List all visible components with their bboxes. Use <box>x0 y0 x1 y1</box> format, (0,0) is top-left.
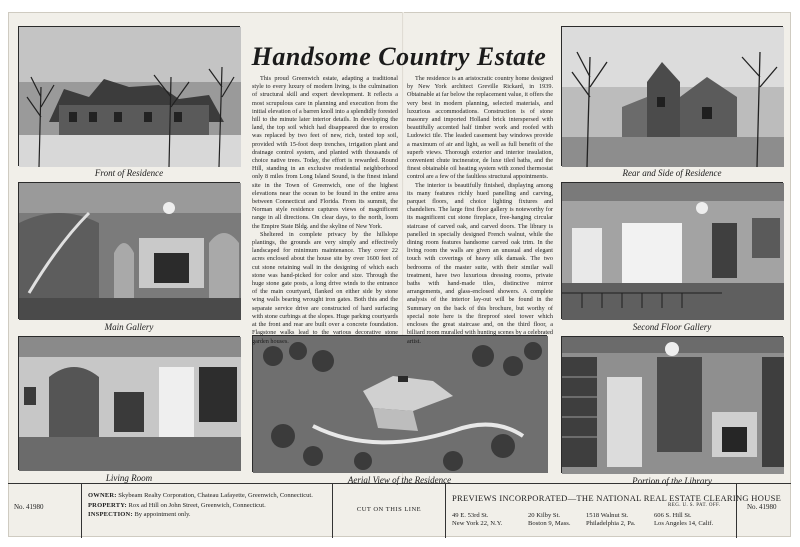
main-gallery-photo <box>18 182 240 319</box>
body-paragraph: The interior is beautifully finished, displaying among its many features richly hued panelling and carving, parquet floors, and choice lighting fixtures and chandeliers. The large first floor gallery is noteworthy for its magnificent cut stone fireplace, free-hanging circular staircase of carved oak, and carved doors. The library is panelled in specially designed French walnut, while the dining room features handsome carved oak trim. In the living room the walls are given an unusual and elegant touch with coverings of heavy silk damask. The two bedrooms of the master suite, with their similar wall treatment, have two luxurious dressing rooms, private baths with hand-made tiles, distinctive mirror arrangements, and glass-enclosed showers. A complete analysis of the interior lay-out will be found in the Summary on the back of this brochure, but worthy of special note here is the fireproof steel tower which encloses the great staircase and, on the third floor, a billiard room muralled with hunting scenes by a celebrated artist. <box>407 181 553 345</box>
body-paragraph: The residence is an aristocratic country home designed by New York architect Greville Rickard, in 1939. Obtainable at far below the replacement value, it offers the very best in modern planning, selected materials, and luxurious accommodations. Construction is of stone masonry and imported Holland brick interspersed with beautifully accented half timber work and roofed with Ludowici tile. The leaded casement bay windows provide a maximum of air and light, as well as full benefit of the superb views. Thorough exterior and interior insulation, convenient chute incinerator, de luxe tiled baths, and the finest obtainable oil heating system with zoned thermostat control are a few of the faultless structural appointments. <box>407 75 553 181</box>
second-floor-gallery-photo <box>561 182 783 319</box>
listing-number-right: No. 41980 <box>736 484 791 538</box>
address-new-york <box>452 512 502 528</box>
brochure-title: Handsome Country Estate <box>251 42 547 71</box>
address-line: 606 S. Hill St. <box>654 512 692 519</box>
property-label: PROPERTY: <box>88 501 127 509</box>
body-paragraph: This proud Greenwich estate, adapting a traditional style to every luxury of modern living, is the culmination of structural skill and expert development. It reflects a most scrupulous care in planning and execution from the initial elevation of a barren knoll into a splendidly forested hill to the minute later interior details. In developing the land, the top soil which had disappeared due to erosion was replaced by two feet of new, rich, tested top soil, provided with 15-foot deep trenches, irrigation plant and drainage control system, and planted with thousands of choice native trees. Today, the effort is rewarded. Round Hill, standing in an exclusive residential neighborhood only 8 miles from Long Island Sound, is the finest inland site in the Town of Greenwich, one of the highest elevations near the ocean to be found in the entire area between Connecticut and Florida. From its summit, the Norman style residence captures views of magnificent range in all directions. On clear days, to the north, loom the Empire State Bldg. and the skyline of New York. <box>252 75 398 230</box>
listing-number-left: No. 41980 <box>8 484 82 538</box>
living-room-illustration <box>19 337 241 471</box>
caption-library: Portion of the Library <box>632 476 712 486</box>
address-los-angeles <box>654 512 713 528</box>
property-value: Rox ad Hill on John Street, Greenwich, Connecticut. <box>128 501 266 509</box>
living-room-photo <box>18 336 240 470</box>
owner-label: OWNER: <box>88 492 117 499</box>
owner-row <box>88 491 332 501</box>
front-residence-illustration <box>19 27 241 167</box>
caption-gallery: Main Gallery <box>104 322 154 332</box>
main-gallery-illustration <box>19 183 241 320</box>
address-line: Boston 9, Mass. <box>528 520 571 527</box>
caption-living: Living Room <box>105 473 153 483</box>
inspection-label: INSPECTION: <box>88 511 133 518</box>
caption-aerial: Aerial View of the Residence <box>347 475 452 485</box>
address-line: Los Angeles 14, Calif. <box>654 520 714 527</box>
address-boston <box>528 512 571 528</box>
previews-heading: PREVIEWS INCORPORATED—THE NATIONAL REAL ESTATE CLEARING HOUSE <box>452 493 782 503</box>
inspection-row <box>88 510 332 520</box>
body-paragraph: Sheltered in complete privacy by the hillslope plantings, the grounds are very simply and effectively landscaped for minimum maintenance. They cover 22 acres enclosed about the house site by over 1600 feet of cut stone retaining wall in the designing of which each stone was hand-picked for color and size. Through the huge stone gate posts, a long drive winds to the entrance of the main courtyard, flanked on either side by stone wing walls bearing wrought iron gates. Both this and the separate service drive are constructed of hard surfacing with stone curbings at the slopes. Huge parking courtyards at the front and rear are built over a concrete foundation. Flagstone walks lead to the various decorative stone garden houses. <box>252 230 398 345</box>
address-line: Philadelphia 2, Pa. <box>586 520 636 527</box>
caption-front: Front of Residence <box>94 168 164 178</box>
cut-line-label: CUT ON THIS LINE <box>332 484 446 538</box>
property-row <box>88 501 332 511</box>
address-line: 1518 Walnut St. <box>586 512 629 519</box>
aerial-view-illustration <box>253 336 548 473</box>
aerial-view-photo <box>252 335 547 472</box>
owner-value: Skybeam Realty Corporation, Chateau Lafayette, Greenwich, Connecticut. <box>118 492 313 499</box>
second-floor-illustration <box>562 183 784 320</box>
body-column-2 <box>407 75 553 345</box>
address-line: 49 E. 53rd St. <box>452 512 489 519</box>
caption-rear: Rear and Side of Residence <box>622 168 722 178</box>
rear-side-illustration <box>562 27 784 167</box>
listing-footer <box>8 483 791 537</box>
library-illustration <box>562 337 784 474</box>
owner-info-block <box>82 484 332 538</box>
address-line: New York 22, N.Y. <box>452 520 503 527</box>
caption-second-floor: Second Floor Gallery <box>632 322 712 332</box>
inspection-value: By appointment only. <box>134 511 191 518</box>
front-of-residence-photo <box>18 26 240 166</box>
rear-side-photo <box>561 26 783 166</box>
body-column-1 <box>252 75 398 345</box>
library-photo <box>561 336 783 473</box>
registered-mark: REG. U. S. PAT. OFF. <box>668 503 721 508</box>
address-line: 20 Kilby St. <box>528 512 561 519</box>
address-philadelphia <box>586 512 635 528</box>
